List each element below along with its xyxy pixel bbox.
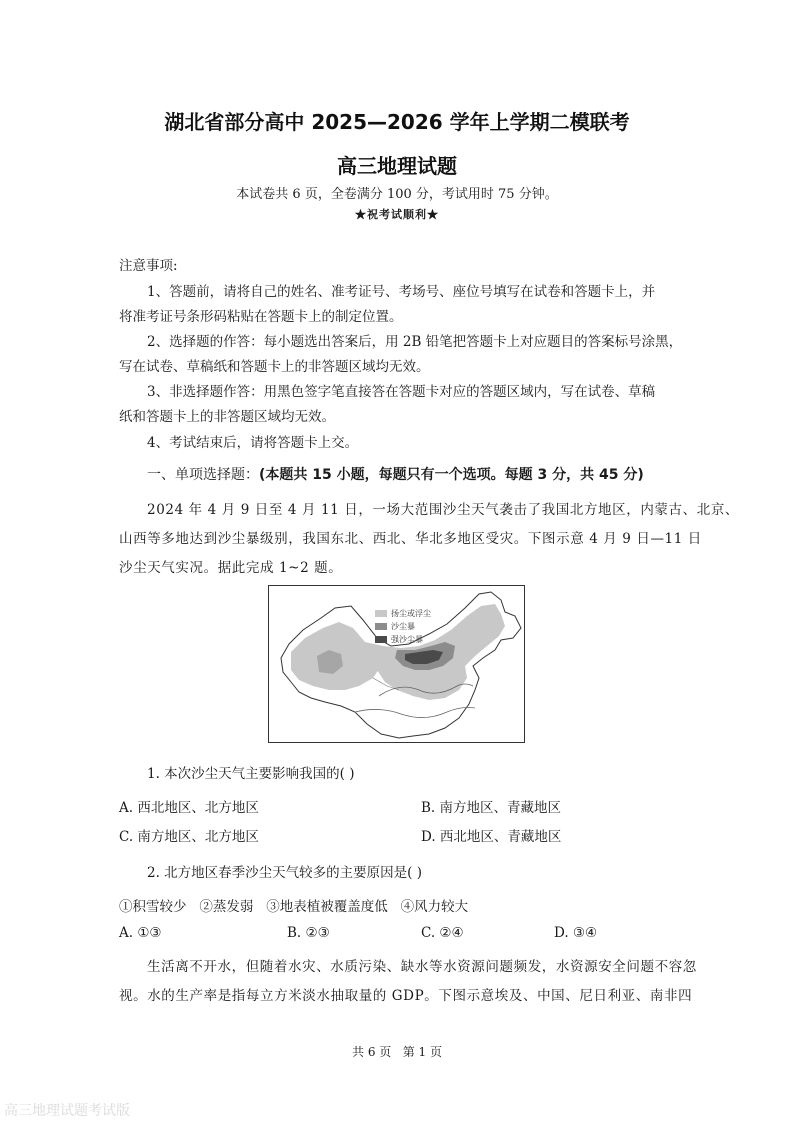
legend-label-sandstorm: 沙尘暴 (391, 622, 415, 631)
section-1-heading (147, 464, 644, 484)
legend-label-dust: 扬尘或浮尘 (391, 609, 431, 618)
section-1-desc: (本题共 15 小题，每题只有一个选项。每题 3 分，共 45 分) (259, 467, 644, 483)
dust-weather-map (268, 585, 525, 743)
legend-swatch-strong (375, 636, 387, 643)
note-2-line-2: 写在试卷、草稿纸和答题卡上的非答题区域均无效。 (119, 359, 430, 375)
q2-option-c: C. ②④ (421, 925, 464, 941)
notes-heading: 注意事项: (119, 258, 178, 274)
q1-option-a: A. 西北地区、北方地区 (119, 800, 259, 816)
passage-2-line-2: 视。水的生产率是指每立方米淡水抽取量的 GDP。下图示意埃及、中国、尼日利亚、南非四 (119, 988, 693, 1004)
q1-option-c: C. 南方地区、北方地区 (119, 829, 259, 845)
passage-1-line-2: 山西等多地达到沙尘暴级别，我国东北、西北、华北多地区受灾。下图示意 4 月 9 日—11 日 (119, 531, 702, 547)
q2-factors: ①积雪较少 ②蒸发弱 ③地表植被覆盖度低 ④风力较大 (119, 899, 469, 915)
q1-option-d: D. 西北地区、青藏地区 (421, 829, 562, 845)
note-1-line-1: 1、答题前，请将自己的姓名、准考证号、考场号、座位号填写在试卷和答题卡上，并 (147, 284, 656, 300)
passage-1-line-3: 沙尘天气实况。据此完成 1~2 题。 (119, 560, 343, 576)
exam-info: 本试卷共 6 页，全卷满分 100 分，考试用时 75 分钟。 (236, 187, 558, 202)
legend-label-strong-sandstorm: 强沙尘暴 (391, 635, 423, 644)
section-1-prefix: 一、单项选择题： (147, 467, 259, 483)
page-footer: 共 6 页 第 1 页 (352, 1045, 442, 1059)
q2-option-d: D. ③④ (554, 925, 598, 941)
note-3-line-1: 3、非选择题作答：用黑色签字笔直接答在答题卡对应的答题区域内，写在试卷、草稿 (147, 384, 656, 400)
note-2-line-1: 2、选择题的作答：每小题选出答案后，用 2B 铅笔把答题卡上对应题目的答案标号涂黑， (147, 334, 683, 350)
q1-option-b: B. 南方地区、青藏地区 (421, 800, 562, 816)
q2-stem: 2. 北方地区春季沙尘天气较多的主要原因是( ) (147, 865, 422, 881)
passage-1-line-1: 2024 年 4 月 9 日至 4 月 11 日，一场大范围沙尘天气袭击了我国北方地区，内蒙古、北京、 (147, 502, 740, 518)
exam-subtitle: 高三地理试题 (337, 154, 457, 178)
note-1-line-2: 将准考证号条形码粘贴在答题卡上的制定位置。 (119, 309, 403, 325)
exam-title: 湖北省部分高中 2025—2026 学年上学期二模联考 (164, 110, 630, 134)
yangtze-river (355, 708, 475, 718)
note-3-line-2: 纸和答题卡上的非答题区域均无效。 (119, 409, 335, 425)
watermark: 高三地理试题考试版 (4, 1103, 130, 1119)
legend-swatch-dust (375, 610, 387, 617)
passage-2-line-1: 生活离不开水，但随着水灾、水质污染、缺水等水资源问题频发，水资源安全问题不容忽 (147, 959, 697, 975)
q2-option-a: A. ①③ (119, 925, 162, 941)
q2-option-b: B. ②③ (287, 925, 330, 941)
q1-stem: 1. 本次沙尘天气主要影响我国的( ) (147, 766, 355, 782)
note-4: 4、考试结束后，请将答题卡上交。 (147, 435, 359, 451)
legend-swatch-sandstorm (375, 623, 387, 630)
blessing: ★祝考试顺利★ (355, 208, 439, 221)
